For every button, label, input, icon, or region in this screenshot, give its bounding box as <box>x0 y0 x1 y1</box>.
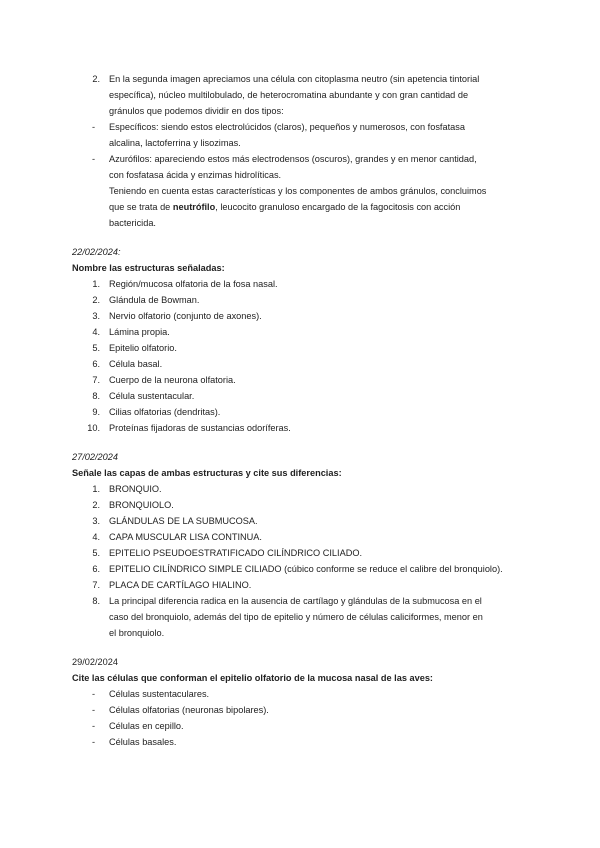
item-number: 4. <box>92 327 100 337</box>
item-number: 2. <box>92 295 100 305</box>
list-item: Célula sustentacular. <box>109 391 195 401</box>
list-item: EPITELIO CILÍNDRICO SIMPLE CILIADO (cúbico conforme se reduce el calibre del bronquiolo). <box>109 564 503 574</box>
conclusion-text: , leucocito granuloso encargado de la fagocitosis con acción <box>215 202 461 212</box>
item-number: 1. <box>92 484 100 494</box>
paragraph-line: específica), núcleo multilobulado, de heterocromatina abundante y con gran cantidad de <box>109 90 469 100</box>
item-number: 8. <box>92 391 100 401</box>
list-item: EPITELIO PSEUDOESTRATIFICADO CILÍNDRICO CILIADO. <box>109 548 363 558</box>
section-title: Cite las células que conforman el epitelio olfatorio de la mucosa nasal de las aves: <box>72 673 433 683</box>
list-item-continuation: caso del bronquiolo, además del tipo de epitelio y número de células caliciformes, menor en <box>109 612 483 622</box>
list-item-continuation: el bronquiolo. <box>109 628 165 638</box>
bullet-line: alcalina, lactoferrina y lisozimas. <box>109 138 241 148</box>
list-item: Células sustentaculares. <box>109 689 210 699</box>
item-number: 8. <box>92 596 100 606</box>
item-number: 10. <box>87 423 100 433</box>
list-item: Células olfatorias (neuronas bipolares). <box>109 705 269 715</box>
item-number: 5. <box>92 548 100 558</box>
conclusion-line <box>109 201 460 213</box>
section-date: 22/02/2024: <box>72 247 121 257</box>
list-item: PLACA DE CARTÍLAGO HIALINO. <box>109 580 252 590</box>
list-item: La principal diferencia radica en la ausencia de cartílago y glándulas de la submucosa en el <box>109 596 482 606</box>
list-item: Células basales. <box>109 737 177 747</box>
list-item: Proteínas fijadoras de sustancias odoríferas. <box>109 423 291 433</box>
section-date: 27/02/2024 <box>72 452 118 462</box>
bullet-line: Específicos: siendo estos electrolúcidos (claros), pequeños y numerosos, con fosfatasa <box>109 122 465 132</box>
list-item: Lámina propia. <box>109 327 170 337</box>
conclusion-text: que se trata de <box>109 202 173 212</box>
item-number: 6. <box>92 564 100 574</box>
item-number: 2. <box>92 500 100 510</box>
list-item: Cuerpo de la neurona olfatoria. <box>109 375 236 385</box>
list-item: BRONQUIO. <box>109 484 162 494</box>
bullet-marker: - <box>92 689 96 699</box>
neutrophil-term: neutrófilo <box>172 202 216 212</box>
bullet-marker: - <box>92 122 96 132</box>
item-number: 3. <box>92 311 100 321</box>
item-number: 7. <box>92 580 100 590</box>
conclusion-line: bactericida. <box>109 218 156 228</box>
list-item: Nervio olfatorio (conjunto de axones). <box>109 311 262 321</box>
section-date: 29/02/2024 <box>72 657 118 667</box>
item-number: 6. <box>92 359 100 369</box>
conclusion-line: Teniendo en cuenta estas características y los componentes de ambos gránulos, concluimos <box>109 186 487 196</box>
bullet-marker: - <box>92 705 96 715</box>
list-item: CAPA MUSCULAR LISA CONTINUA. <box>109 532 262 542</box>
item-number: 4. <box>92 532 100 542</box>
section-title: Nombre las estructuras señaladas: <box>72 263 225 273</box>
list-item: Glándula de Bowman. <box>109 295 200 305</box>
list-item: GLÁNDULAS DE LA SUBMUCOSA. <box>109 516 258 526</box>
list-item: Cilias olfatorias (dendritas). <box>109 407 221 417</box>
bullet-marker: - <box>92 737 96 747</box>
paragraph-line: gránulos que podemos dividir en dos tipos: <box>109 106 284 116</box>
bullet-marker: - <box>92 721 96 731</box>
list-item: BRONQUIOLO. <box>109 500 174 510</box>
section-title: Señale las capas de ambas estructuras y cite sus diferencias: <box>72 468 342 478</box>
item-number: 5. <box>92 343 100 353</box>
list-item: Región/mucosa olfatoria de la fosa nasal. <box>109 279 278 289</box>
list-item: Células en cepillo. <box>109 721 184 731</box>
bullet-line: Azurófilos: apareciendo estos más electrodensos (oscuros), grandes y en menor cantidad, <box>109 154 477 164</box>
list-item: Epitelio olfatorio. <box>109 343 177 353</box>
item-number: 3. <box>92 516 100 526</box>
item-number: 2. <box>92 74 100 84</box>
item-number: 7. <box>92 375 100 385</box>
bullet-line: con fosfatasa ácida y enzimas hidrolíticas. <box>109 170 282 180</box>
paragraph-line: En la segunda imagen apreciamos una célula con citoplasma neutro (sin apetencia tintorial <box>109 74 480 84</box>
item-number: 9. <box>92 407 100 417</box>
item-number: 1. <box>92 279 100 289</box>
list-item: Célula basal. <box>109 359 163 369</box>
bullet-marker: - <box>92 154 96 164</box>
